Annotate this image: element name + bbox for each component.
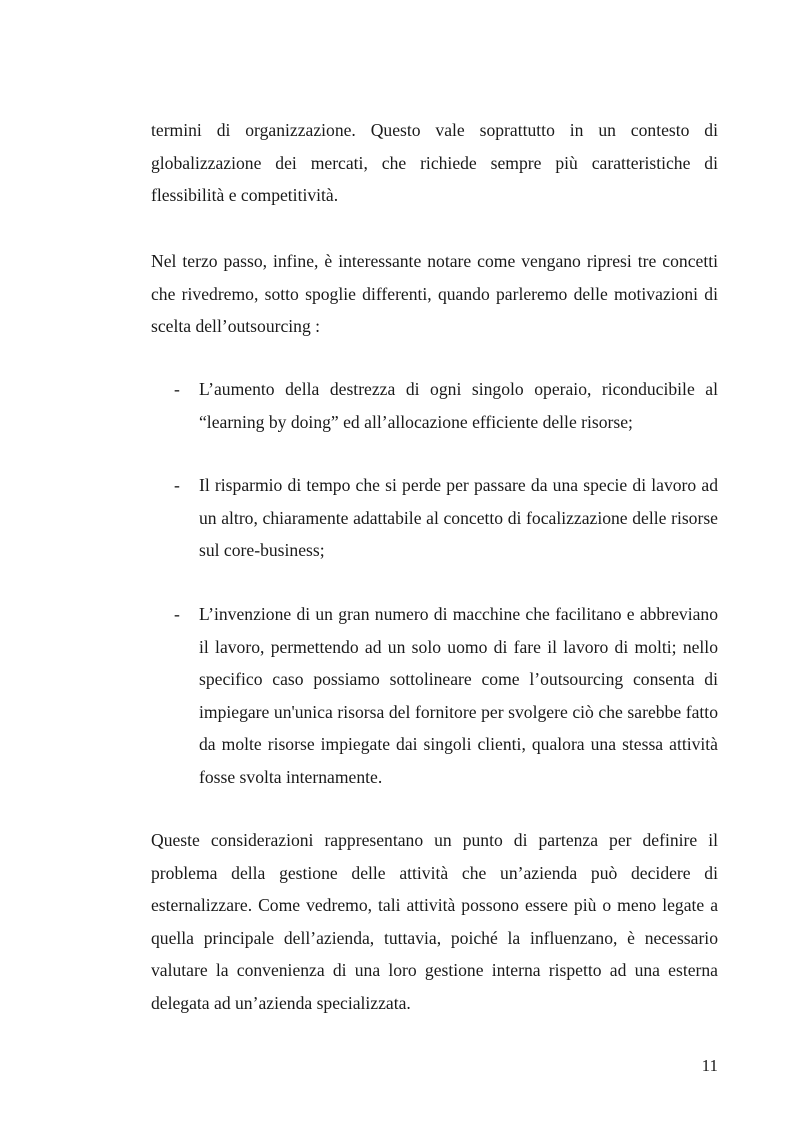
list-item-text: Il risparmio di tempo che si perde per passare da una specie di lavoro ad un altro, chiaramente adattabile al concetto di focalizzazione delle risorse sul core-business; xyxy=(199,475,718,560)
list-item-text: L’aumento della destrezza di ogni singolo operaio, riconducibile al “learning by doing” ed all’allocazione efficiente delle risorse; xyxy=(199,379,718,432)
paragraph-considerations: Queste considerazioni rappresentano un punto di partenza per definire il problema della gestione delle attività che un’azienda può decidere di esternalizzare. Come vedremo, tali attività possono essere più o meno legate a quella principale dell’azienda, tuttavia, poiché la influenzano, è necessario valutare la convenienza di una loro gestione interna rispetto ad una esterna delegata ad un’azienda specializzata. xyxy=(151,830,718,1013)
list-item-text: L’invenzione di un gran numero di macchine che facilitano e abbreviano il lavoro, permettendo ad un solo uomo di fare il lavoro di molti; nello specifico caso possiamo sottolineare come l’outsourcing consenta di impiegare un'unica risorsa del fornitore per svolgere ciò che sarebbe fatto da molte risorse impiegate dai singoli clienti, qualora una stessa attività fosse svolta internamente. xyxy=(199,604,718,787)
list-dash: - xyxy=(174,604,180,624)
list-dash: - xyxy=(174,379,180,399)
paragraph-third-step: Nel terzo passo, infine, è interessante notare come vengano ripresi tre concetti che rivedremo, sotto spoglie differenti, quando parleremo delle motivazioni di scelta dell’outsourcing : xyxy=(151,251,718,336)
page-number: 11 xyxy=(701,1056,718,1075)
list-dash: - xyxy=(174,475,180,495)
paragraph-globalization: termini di organizzazione. Questo vale soprattutto in un contesto di globalizzazione dei mercati, che richiede sempre più caratteristiche di flessibilità e competitività. xyxy=(151,120,718,205)
